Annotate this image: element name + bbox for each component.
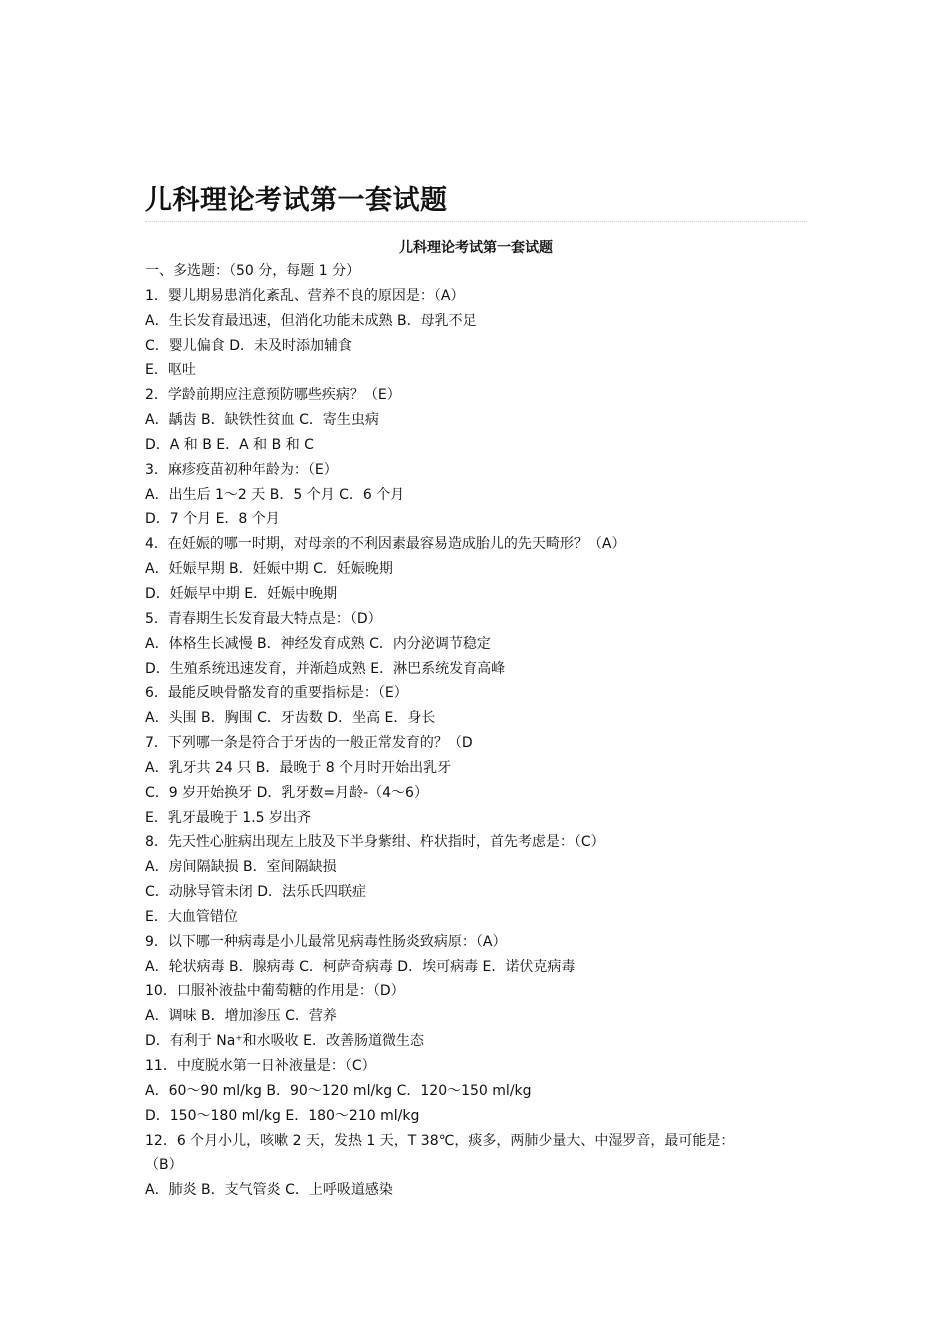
option-line: E．呕吐 — [145, 362, 196, 379]
option-line: D．生殖系统迅速发育，并渐趋成熟 E．淋巴系统发育高峰 — [145, 660, 506, 677]
document-subtitle: 儿科理论考试第一套试题 — [399, 240, 553, 256]
option-line: A．轮状病毒 B．腺病毒 C．柯萨奇病毒 D．埃可病毒 E．诺伏克病毒 — [145, 958, 576, 975]
question-line: 2．学龄前期应注意预防哪些疾病？（E） — [145, 387, 401, 404]
question-line: 1．婴儿期易患消化紊乱、营养不良的原因是：（A） — [145, 287, 465, 304]
option-line: A．肺炎 B．支气管炎 C．上呼吸道感染 — [145, 1182, 393, 1199]
option-line: C．9 岁开始换牙 D．乳牙数=月龄-（4～6） — [145, 784, 428, 801]
question-line: 6．最能反映骨骼发育的重要指标是：（E） — [145, 685, 408, 702]
question-line: 5．青春期生长发育最大特点是：（D） — [145, 610, 382, 627]
question-line: 7．下列哪一条是符合于牙齿的一般正常发育的？（D — [145, 735, 473, 752]
answer-line: （B） — [145, 1157, 183, 1174]
question-line: 9．以下哪一种病毒是小儿最常见病毒性肠炎致病原：（A） — [145, 933, 507, 950]
option-line: A．房间隔缺损 B．室间隔缺损 — [145, 859, 337, 876]
option-line: A．体格生长减慢 B．神经发育成熟 C．内分泌调节稳定 — [145, 635, 491, 652]
question-line: 10．口服补液盐中葡萄糖的作用是：（D） — [145, 983, 405, 1000]
option-line: C．动脉导管未闭 D．法乐氏四联症 — [145, 884, 367, 901]
section-heading: 一、多选题：（50 分，每题 1 分） — [145, 263, 361, 279]
option-line: A．乳牙共 24 只 B．最晚于 8 个月时开始出乳牙 — [145, 759, 452, 776]
document-title: 儿科理论考试第一套试题 — [145, 185, 448, 216]
option-line: A．生长发育最迅速，但消化功能未成熟 B．母乳不足 — [145, 312, 477, 329]
question-line: 8．先天性心脏病出现左上肢及下半身紫绀、杵状指时，首先考虑是：（C） — [145, 834, 605, 851]
option-line: D．7 个月 E．8 个月 — [145, 511, 280, 528]
question-list — [145, 259, 807, 1203]
option-line: A．头围 B．胸围 C．牙齿数 D．坐高 E．身长 — [145, 710, 436, 727]
option-line: D．有利于 Na⁺和水吸收 E．改善肠道微生态 — [145, 1033, 424, 1050]
option-line: E．乳牙最晚于 1.5 岁出齐 — [145, 809, 312, 826]
option-line: A．调味 B．增加渗压 C．营养 — [145, 1008, 337, 1025]
option-line: D．A 和 B E．A 和 B 和 C — [145, 436, 314, 453]
question-line: 12．6 个月小儿，咳嗽 2 天，发热 1 天，T 38℃，痰多，两肺少量大、中湿罗音，最可能是： — [145, 1132, 735, 1149]
option-line: A．龋齿 B．缺铁性贫血 C．寄生虫病 — [145, 412, 379, 429]
option-line: D．妊娠早中期 E．妊娠中晚期 — [145, 585, 338, 602]
question-line: 3．麻疹疫苗初种年龄为：（E） — [145, 461, 338, 478]
title-divider — [145, 221, 807, 222]
option-line: A．妊娠早期 B．妊娠中期 C．妊娠晚期 — [145, 561, 393, 578]
option-line: C．婴儿偏食 D．未及时添加辅食 — [145, 337, 353, 354]
option-line: D．150～180 ml/kg E．180～210 ml/kg — [145, 1107, 420, 1124]
question-line: 11．中度脱水第一日补液量是：（C） — [145, 1058, 376, 1074]
question-line: 4．在妊娠的哪一时期，对母亲的不利因素最容易造成胎儿的先天畸形？（A） — [145, 536, 626, 553]
option-line: A．出生后 1～2 天 B．5 个月 C．6 个月 — [145, 486, 405, 503]
option-line: A．60～90 ml/kg B．90～120 ml/kg C．120～150 ml/kg — [145, 1082, 532, 1099]
option-line: E．大血管错位 — [145, 908, 238, 925]
